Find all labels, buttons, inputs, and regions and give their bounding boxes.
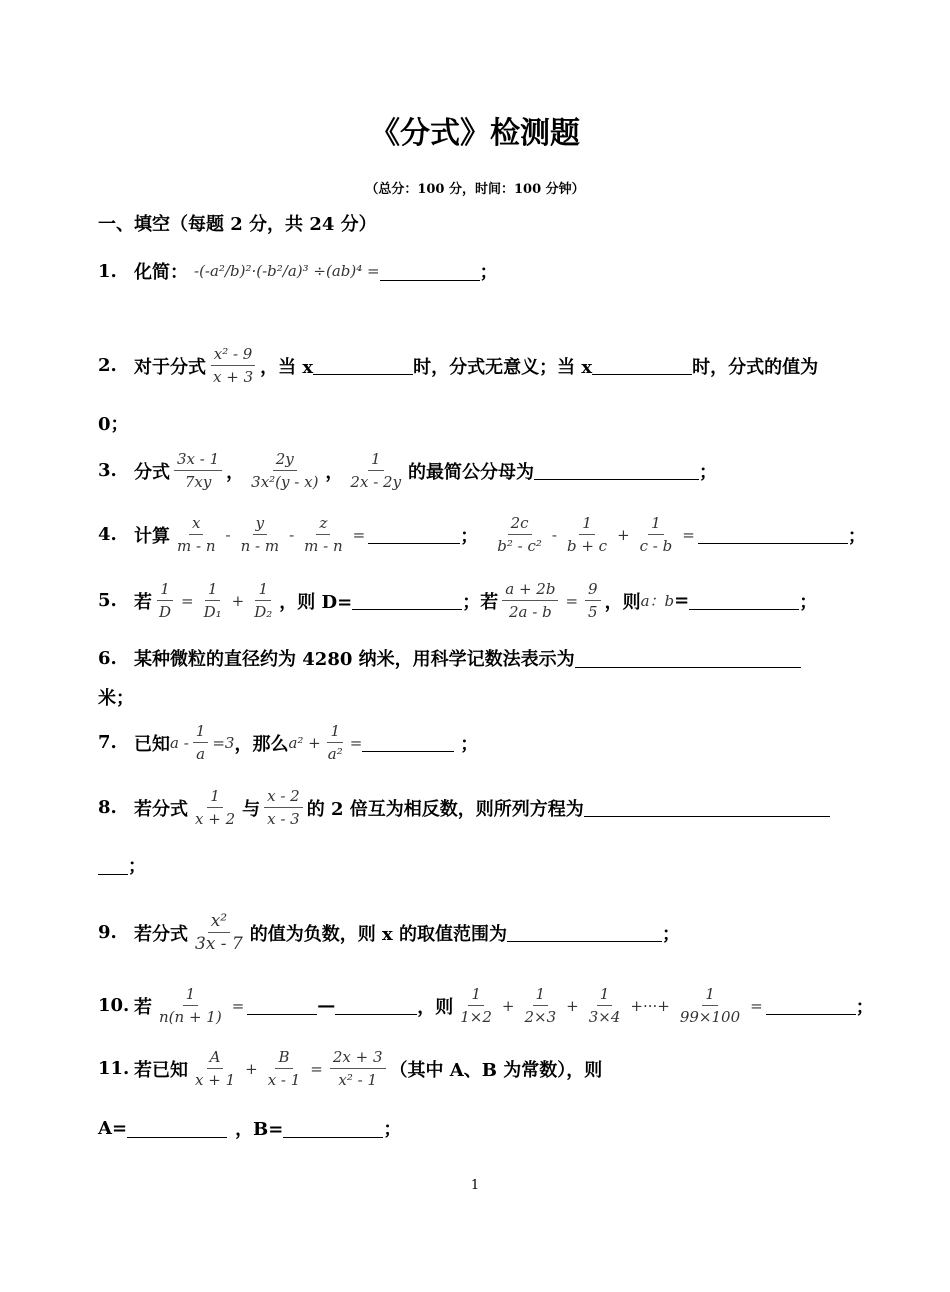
fraction: $\frac{2x + 3}{\text{x² - 1}}$ bbox=[330, 1048, 386, 1089]
answer-label-b: ，B= bbox=[235, 1119, 284, 1140]
answer-label-a: A= bbox=[98, 1117, 128, 1139]
question-text: ，则 bbox=[604, 591, 641, 613]
question-number: 8. bbox=[98, 797, 117, 818]
answer-blank[interactable] bbox=[352, 591, 462, 610]
answer-blank[interactable] bbox=[247, 996, 317, 1015]
fraction: $\frac{3x - 1}{7xy}$ bbox=[174, 450, 222, 491]
fraction: $\frac{1}{1\times 2}$ bbox=[460, 985, 492, 1026]
answer-blank[interactable] bbox=[98, 856, 128, 875]
fraction: $\frac{\text{x²}}{3x - 7}$ bbox=[195, 911, 243, 954]
question-text: ，则 D= bbox=[279, 591, 353, 613]
question-text: 若已知 bbox=[134, 1059, 188, 1081]
fraction: $\frac{1}{99\times 100}$ bbox=[679, 985, 741, 1026]
math-expression: a：b bbox=[640, 592, 675, 610]
question-text: 的 2 倍互为相反数，则所列方程为 bbox=[306, 798, 584, 820]
answer-blank[interactable] bbox=[335, 996, 417, 1015]
answer-blank[interactable] bbox=[689, 591, 799, 610]
question-text: ，当 x bbox=[260, 356, 314, 378]
question-number: 1. bbox=[98, 260, 117, 282]
question-number: 6. bbox=[98, 647, 117, 669]
question-6-continued: 米； bbox=[98, 688, 134, 709]
question-8-continued: ； bbox=[98, 852, 146, 878]
math-expression: a - bbox=[170, 733, 189, 752]
question-number: 2. bbox=[98, 355, 117, 376]
question-text: 时，分式无意义；当 x bbox=[413, 356, 593, 378]
fraction: $\frac{a + 2b}{2a - b}$ bbox=[502, 580, 558, 621]
answer-blank[interactable] bbox=[313, 356, 413, 375]
math-expression: a² + bbox=[288, 733, 321, 752]
answer-blank[interactable] bbox=[368, 525, 460, 544]
question-11: 11. 若已知 $\frac{A}{x + 1}$ + $\frac{B}{x - 1}$ = $\frac{2x + 3}{\text{x² - 1}}$ （其中 A、B 为常数），则 bbox=[98, 1048, 603, 1089]
answer-blank[interactable] bbox=[575, 649, 801, 668]
question-text: 化简： bbox=[134, 262, 188, 283]
question-text: 某种微粒的直径约为 4280 纳米，用科学记数法表示为 bbox=[134, 649, 575, 670]
fraction: $\frac{1}{\text{a²}}$ bbox=[327, 722, 343, 763]
math-expression: =3 bbox=[212, 733, 235, 752]
question-number: 4. bbox=[98, 524, 117, 545]
page-title: 《分式》检测题 bbox=[370, 116, 580, 151]
question-text: （其中 A、B 为常数），则 bbox=[389, 1059, 603, 1081]
answer-blank[interactable] bbox=[507, 923, 662, 942]
question-5: 5. 若 $\frac{1}{D}$ = $\frac{1}{\text{D₁}}$ + $\frac{1}{\text{D₂}}$ ，则 D= ；若 $\frac{a + 2b}{2a - b}$ = $\frac{9}{5}$ ，则 a：b = ； bbox=[98, 580, 818, 621]
answer-blank[interactable] bbox=[698, 525, 848, 544]
fraction: $\frac{1}{2x - 2y}$ bbox=[350, 450, 402, 491]
question-text: ，那么 bbox=[234, 733, 289, 755]
fraction: $\frac{1}{c - b}$ bbox=[639, 514, 673, 555]
question-text: ，则 bbox=[417, 996, 454, 1018]
fraction: $\frac{1}{D}$ bbox=[159, 580, 172, 621]
fraction: $\frac{2c}{\text{b² - c²}}$ bbox=[497, 514, 542, 555]
question-text: 若分式 bbox=[134, 923, 188, 945]
answer-blank[interactable] bbox=[766, 996, 856, 1015]
answer-blank-b[interactable] bbox=[283, 1119, 383, 1138]
question-number: 9. bbox=[98, 922, 117, 943]
math-expression: -(-a²/b)²·(-b²/a)³ ÷(ab)⁴ = bbox=[194, 262, 380, 280]
answer-blank[interactable] bbox=[592, 356, 692, 375]
fraction: $\frac{1}{n(n + 1)}$ bbox=[159, 985, 222, 1026]
answer-blank[interactable] bbox=[362, 733, 454, 752]
punctuation: ； bbox=[479, 262, 498, 283]
question-text: 若 bbox=[134, 996, 152, 1018]
question-text: 对于分式 bbox=[134, 356, 206, 378]
section-heading: 一、填空（每题 2 分，共 24 分） bbox=[98, 214, 377, 235]
question-9: 9. 若分式 $\frac{\text{x²}}{3x - 7}$ 的值为负数，则 x 的取值范围为 ； bbox=[98, 911, 681, 954]
question-4: 4. 计算 $\frac{x}{m - n}$ - $\frac{y}{n - m}$ - $\frac{z}{m - n}$ = ； $\frac{2c}{\text{b² - c²}}$ - $\frac{1}{b + c}$ + $\frac{1}{c - b}$ = ； bbox=[98, 514, 866, 555]
question-text: 的值为负数，则 x 的取值范围为 bbox=[249, 923, 508, 945]
question-10: 10. 若 $\frac{1}{n(n + 1)}$ = — ，则 $\frac{1}{1\times 2}$ + $\frac{1}{2\times 3}$ + $\frac{1}{3\times 4}$ +···+ $\frac{1}{99\times 100}$ = ； bbox=[98, 985, 874, 1026]
fraction: $\frac{1}{b + c}$ bbox=[566, 514, 608, 555]
question-6 bbox=[98, 645, 801, 671]
question-text: ；若 bbox=[462, 591, 499, 613]
question-text: 的最简公分母为 bbox=[408, 461, 535, 483]
fraction: $\frac{B}{x - 1}$ bbox=[267, 1048, 301, 1089]
question-text: 已知 bbox=[134, 733, 170, 755]
question-number: 5. bbox=[98, 590, 117, 611]
math-expression: = bbox=[349, 733, 363, 752]
fraction: $\frac{1}{x + 2}$ bbox=[195, 787, 236, 828]
question-1 bbox=[98, 258, 498, 284]
fraction: $\frac{x}{m - n}$ bbox=[177, 514, 216, 555]
exam-info: （总分：100 分，时间：100 分钟） bbox=[365, 182, 585, 197]
fraction: $\frac{9}{5}$ bbox=[585, 580, 601, 621]
question-text: 时，分式的值为 bbox=[692, 356, 819, 378]
fraction: $\frac{z}{m - n}$ bbox=[304, 514, 343, 555]
question-number: 11. bbox=[98, 1058, 130, 1079]
question-2 bbox=[98, 345, 818, 386]
question-number: 7. bbox=[98, 732, 117, 753]
fraction: $\frac{2y}{\text{3x²(y - x)}}$ bbox=[251, 450, 319, 491]
fraction: $\frac{y}{n - m}$ bbox=[240, 514, 280, 555]
fraction: $\frac{1}{3\times 4}$ bbox=[588, 985, 621, 1026]
question-number: 10. bbox=[98, 995, 130, 1016]
question-11-answers: A= ，B= ； bbox=[98, 1115, 401, 1141]
page-number: 1 bbox=[470, 1178, 480, 1193]
answer-blank[interactable] bbox=[584, 798, 830, 817]
fraction: $\frac{A}{x + 1}$ bbox=[195, 1048, 236, 1089]
fraction: $\frac{1}{2\times 3}$ bbox=[524, 985, 557, 1026]
fraction: $\frac{1}{a}$ bbox=[193, 722, 209, 763]
question-text: 与 bbox=[242, 798, 261, 820]
question-text: 若 bbox=[134, 591, 152, 613]
fraction: $\frac{1}{\text{D₂}}$ bbox=[254, 580, 273, 621]
question-number: 3. bbox=[98, 460, 117, 481]
question-7: 7. 已知 a - $\frac{1}{a}$ =3 ，那么 a² + $\frac{1}{\text{a²}}$ = ； bbox=[98, 722, 479, 763]
fraction: $\frac{\text{x² - 9}}{x + 3}$ bbox=[210, 345, 256, 386]
answer-blank[interactable] bbox=[380, 262, 480, 281]
question-2-continued: 0； bbox=[98, 414, 129, 435]
question-text: 若分式 bbox=[134, 798, 188, 820]
fraction: $\frac{1}{\text{D₁}}$ bbox=[203, 580, 222, 621]
answer-blank-a[interactable] bbox=[127, 1119, 227, 1138]
answer-blank[interactable] bbox=[534, 461, 699, 480]
question-text: 计算 bbox=[134, 525, 170, 547]
question-3: 3. 分式 $\frac{3x - 1}{7xy}$ ， $\frac{2y}{\text{3x²(y - x)}}$ ， $\frac{1}{2x - 2y}$ 的最简公分母为 ； bbox=[98, 450, 718, 491]
fraction: $\frac{x - 2}{x - 3}$ bbox=[264, 787, 303, 828]
question-text: 分式 bbox=[134, 461, 170, 483]
question-8 bbox=[98, 787, 830, 828]
